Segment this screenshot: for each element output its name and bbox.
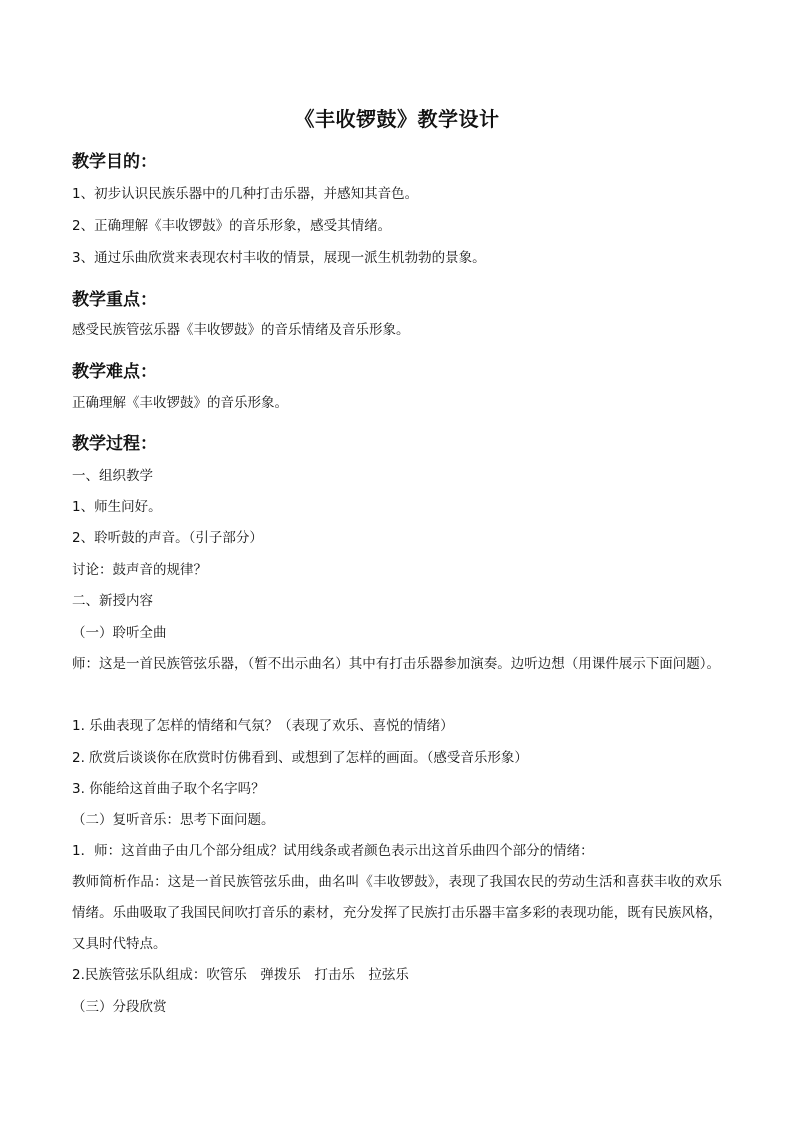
teacher-intro-paragraph: 师：这是一首民族管弦乐器，（暂不出示曲名）其中有打击乐器参加演奏。边听边想（用课件展示下面问题）。: [72, 656, 720, 672]
process-line-6: （一）聆听全曲: [72, 625, 167, 641]
key-points-text: 感受民族管弦乐器《丰收锣鼓》的音乐情绪及音乐形象。: [72, 322, 410, 338]
objectives-heading: 教学目的：: [72, 152, 157, 172]
orchestra-line: 2.民族管弦乐队组成：吹管乐 弹拨乐 打击乐 拉弦乐: [72, 967, 409, 983]
process-line-1: 一、组织教学: [72, 468, 153, 484]
analysis-paragraph: 教师简析作品：这是一首民族管弦乐曲，曲名叫《丰收锣鼓》，表现了我国农民的劳动生活和喜获丰收的欢乐情绪。乐曲吸取了我国民间吹打音乐的素材，充分发挥了民族打击乐器丰富多彩的表现功能，既有民族风格，又具时代特点。: [72, 874, 722, 952]
question-item-3: 3. 你能给这首曲子取个名字吗？: [72, 781, 265, 797]
objective-item-1: 1、初步认识民族乐器中的几种打击乐器，并感知其音色。: [72, 186, 419, 202]
difficulties-heading: 教学难点：: [72, 362, 157, 382]
document-title: 《丰收锣鼓》教学设计: [294, 107, 500, 131]
question-item-2: 2. 欣赏后谈谈你在欣赏时仿佛看到、或想到了怎样的画面。（感受音乐形象）: [72, 750, 528, 766]
question-item-1: 1. 乐曲表现了怎样的情绪和气氛？（表现了欢乐、喜悦的情绪）: [72, 718, 454, 734]
process-line-5: 二、新授内容: [72, 593, 153, 609]
second-listen-line: （二）复听音乐：思考下面问题。: [72, 812, 275, 828]
difficulties-text: 正确理解《丰收锣鼓》的音乐形象。: [72, 395, 288, 411]
objective-item-3: 3、通过乐曲欣赏来表现农村丰收的情景，展现一派生机勃勃的景象。: [72, 250, 486, 266]
process-line-2: 1、师生问好。: [72, 499, 162, 515]
parts-question-line: 1．师：这首曲子由几个部分组成？试用线条或者颜色表示出这首乐曲四个部分的情绪：: [72, 843, 594, 859]
segment-line: （三）分段欣赏: [72, 999, 167, 1015]
process-heading: 教学过程：: [72, 434, 157, 454]
process-line-4: 讨论：鼓声音的规律？: [72, 562, 207, 578]
objective-item-2: 2、正确理解《丰收锣鼓》的音乐形象，感受其情绪。: [72, 218, 392, 234]
process-line-3: 2、聆听鼓的声音。（引子部分）: [72, 530, 263, 546]
key-points-heading: 教学重点：: [72, 290, 157, 310]
